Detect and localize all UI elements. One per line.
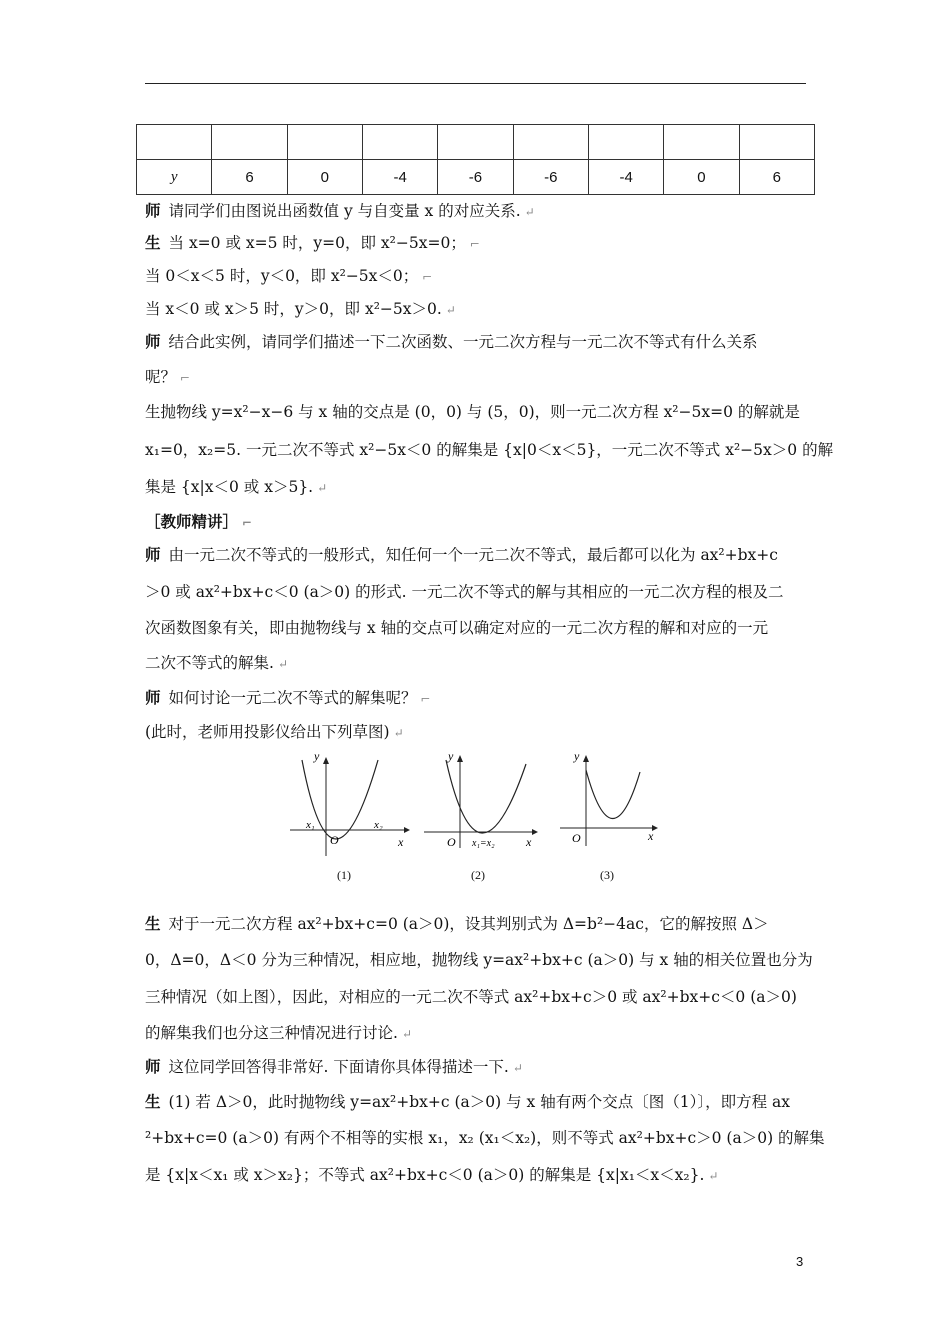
table-cell: 6 (739, 160, 814, 195)
text-line: 三种情况（如上图），因此，对相应的一元二次不等式 ax²+bx+c＞0 或 ax²+bx+c＜0 (a＞0) (145, 988, 797, 1006)
x-axis-arrow (532, 829, 538, 835)
y-axis-arrow (323, 757, 329, 764)
table-row-x (137, 125, 815, 160)
table-cell: -4 (588, 160, 663, 195)
origin-label: O (330, 833, 339, 847)
header-rule (145, 83, 806, 84)
table-cell (739, 125, 814, 160)
table-cell: 0 (287, 160, 362, 195)
parabola-curve (446, 760, 526, 833)
y-axis-arrow (457, 755, 463, 762)
text-line: 当 x＜0 或 x＞5 时，y＞0，即 x²−5x＞0. ↵ (145, 300, 456, 318)
root-label-x1: x₁ (306, 819, 315, 831)
value-table (136, 124, 815, 195)
text-line: 生 (1) 若 Δ＞0，此时抛物线 y=ax²+bx+c (a＞0) 与 x 轴有两个交点〔图（1）〕，即方程 ax (145, 1093, 790, 1111)
figure-caption-3: (3) (600, 868, 614, 882)
origin-label: O (447, 835, 456, 849)
table-row-label: y (137, 160, 212, 195)
text-line: 生 对于一元二次方程 ax²+bx+c=0 (a＞0)，设其判别式为 Δ=b²−4ac，它的解按照 Δ＞ (145, 915, 769, 933)
figure-caption-2: (2) (471, 868, 485, 882)
text-line: (此时，老师用投影仪给出下列草图) ↵ (145, 723, 404, 741)
table-cell (362, 125, 437, 160)
table-cell: 0 (664, 160, 739, 195)
table-cell: -6 (513, 160, 588, 195)
section-heading: ［教师精讲］ ⌐ (145, 513, 253, 531)
figure-caption-1: (1) (337, 868, 351, 882)
text-line: 呢？ ⌐ (145, 368, 191, 386)
text-line: ＞0 或 ax²+bx+c＜0 (a＞0) 的形式. 一元二次不等式的解与其相应的一元二次方程的根及二 (145, 583, 784, 601)
text-line: 次函数图象有关，即由抛物线与 x 轴的交点可以确定对应的一元二次方程的解和对应的一元 (145, 619, 769, 637)
root-label-x2: x₂ (374, 819, 383, 831)
table-row-y (137, 160, 815, 195)
text-line: 生抛物线 y=x²−x−6 与 x 轴的交点是 (0，0) 与 (5，0)，则一元二次方程 x²−5x=0 的解就是 (145, 403, 800, 421)
y-axis-arrow (583, 755, 589, 762)
text-line: 师 由一元二次不等式的一般形式，知任何一个一元二次不等式，最后都可以化为 ax²+bx+c (145, 546, 778, 564)
text-line: 师 如何讨论一元二次不等式的解集呢？ ⌐ (145, 689, 431, 707)
text-line: 师 请同学们由图说出函数值 y 与自变量 x 的对应关系. ↵ (145, 202, 535, 220)
x-axis-label: x (526, 835, 532, 849)
page-number: 3 (796, 1254, 804, 1269)
text-line: 集是 {x|x＜0 或 x＞5}. ↵ (145, 478, 328, 496)
text-line: 生 当 x=0 或 x=5 时，y=0，即 x²−5x=0； ⌐ (145, 234, 480, 252)
table-cell (212, 125, 287, 160)
y-axis-label: y (448, 749, 454, 763)
table-cell: -6 (438, 160, 513, 195)
text-line: 师 结合此实例，请同学们描述一下二次函数、一元二次方程与一元二次不等式有什么关系 (145, 333, 758, 351)
origin-label: O (572, 831, 581, 845)
text-line: 0，Δ=0，Δ＜0 分为三种情况，相应地，抛物线 y=ax²+bx+c (a＞0) 与 x 轴的相关位置也分为 (145, 951, 813, 969)
x-axis-label: x (648, 829, 654, 843)
table-cell (664, 125, 739, 160)
y-axis-label: y (314, 749, 320, 763)
parabola-graph-3 (556, 748, 666, 862)
x-axis-arrow (404, 827, 410, 833)
text-line: 是 {x|x＜x₁ 或 x＞x₂}；不等式 ax²+bx+c＜0 (a＞0) 的解集是 {x|x₁＜x＜x₂}. ↵ (145, 1166, 719, 1184)
table-cell: 6 (212, 160, 287, 195)
text-line: x₁=0，x₂=5. 一元二次不等式 x²−5x＜0 的解集是 {x|0＜x＜5}，一元二次不等式 x²−5x＞0 的解 (145, 441, 834, 459)
table-cell (513, 125, 588, 160)
text-line: 当 0＜x＜5 时，y＜0，即 x²−5x＜0； ⌐ (145, 267, 433, 285)
text-line: 的解集我们也分这三种情况进行讨论. ↵ (145, 1024, 412, 1042)
table-cell (287, 125, 362, 160)
text-line: 师 这位同学回答得非常好. 下面请你具体得描述一下. ↵ (145, 1058, 523, 1076)
parabola-graph-2 (420, 748, 550, 862)
x-axis-label: x (398, 835, 404, 849)
text-line: ²+bx+c=0 (a＞0) 有两个不相等的实根 x₁，x₂ (x₁＜x₂)，则不等式 ax²+bx+c＞0 (a＞0) 的解集 (145, 1129, 825, 1147)
parabola-graph-1 (286, 748, 416, 862)
text-line: 二次不等式的解集. ↵ (145, 654, 288, 672)
y-axis-label: y (574, 749, 580, 763)
table-cell (438, 125, 513, 160)
parabola-curve (586, 770, 640, 819)
table-cell (137, 125, 212, 160)
root-label-double: x₁=x₂ (472, 838, 495, 849)
table-cell (588, 125, 663, 160)
table-cell: -4 (362, 160, 437, 195)
